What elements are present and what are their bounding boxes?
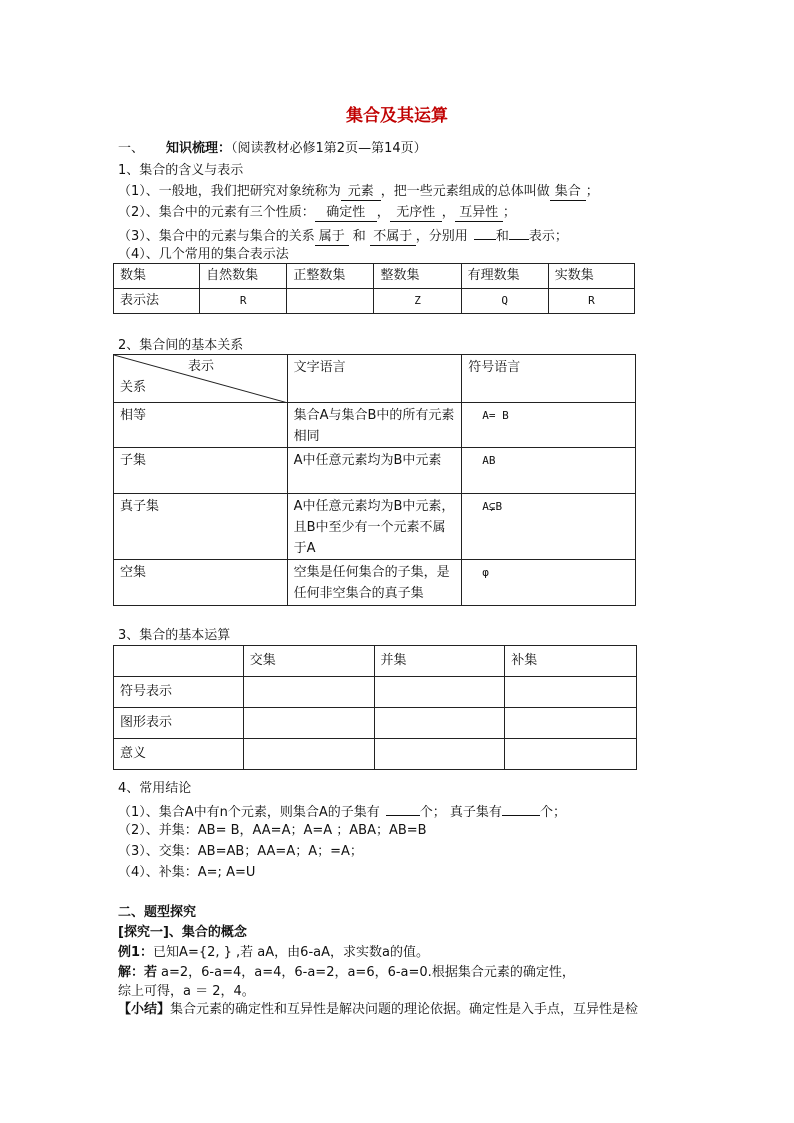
table-cell: Q xyxy=(461,289,548,314)
table-cell: 集合A与集合B中的所有元素相同 xyxy=(287,403,462,448)
table-cell: A中任意元素均为B中元素，且B中至少有一个元素不属于A xyxy=(287,494,462,560)
table-header-cell: 有理数集 xyxy=(461,264,548,289)
number-sets-table xyxy=(113,263,635,314)
example-1 xyxy=(118,944,429,962)
summary-text: 集合元素的确定性和互异性是解决问题的理论依据。确定性是入手点，互异性是检 xyxy=(170,1002,639,1017)
table-cell: 空集 xyxy=(114,560,288,606)
table-cell: 子集 xyxy=(114,448,288,494)
conclusion-line-1 xyxy=(118,801,566,822)
concept-line-2-end: ； xyxy=(502,205,516,220)
concept-line-3-and: 和 xyxy=(352,229,366,244)
table-header-cell: 正整数集 xyxy=(287,264,374,289)
summary-label: 【小结】 xyxy=(118,1002,171,1017)
blank xyxy=(386,801,420,816)
blank xyxy=(474,225,496,240)
table-row xyxy=(114,708,637,739)
concept-line-4: （4）、几个常用的集合表示法 xyxy=(118,247,289,262)
concept-line-2 xyxy=(118,204,516,222)
conclusion-line-1-mid: 个； 真子集有 xyxy=(419,805,502,820)
section-1-number: 一、 xyxy=(118,141,145,156)
table-header-cell: 文字语言 xyxy=(287,355,462,403)
table-header-cell: 符号语言 xyxy=(462,355,636,403)
section-1-title: 知识梳理： xyxy=(166,141,232,156)
table-row xyxy=(114,403,636,448)
page-title: 集合及其运算 xyxy=(346,106,448,126)
set-relations-table xyxy=(113,354,636,606)
solution-line-1 xyxy=(118,964,575,982)
section-1-note: （阅读教材必修1第2页—第14页） xyxy=(231,141,427,156)
concept-line-1 xyxy=(118,183,599,201)
table-row xyxy=(114,560,636,606)
separator: ， xyxy=(376,205,390,220)
concept-line-2-text: （2）、集合中的元素有三个性质： xyxy=(118,205,315,220)
section-1-heading xyxy=(118,140,427,158)
set-operations-table xyxy=(113,645,637,770)
table-cell: 空集是任何集合的子集，是任何非空集合的真子集 xyxy=(287,560,462,606)
table-header-row xyxy=(114,355,636,403)
table-cell: 相等 xyxy=(114,403,288,448)
conclusion-line-2: （2）、并集：AB= B，AA=A；A=A ；ABA；AB=B xyxy=(118,823,427,838)
table-cell xyxy=(505,677,637,708)
table-header-cell: 交集 xyxy=(243,646,374,677)
table-cell: 符号表示 xyxy=(114,677,244,708)
table-cell: 图形表示 xyxy=(114,708,244,739)
example-text: 已知A={2, } ,若 aA，由6-aA，求实数a的值。 xyxy=(153,945,429,960)
table-row xyxy=(114,739,637,770)
table-cell: 意义 xyxy=(114,739,244,770)
table-cell xyxy=(374,677,505,708)
concept-line-3-text: （3）、集合中的元素与集合的关系 xyxy=(118,229,315,244)
table-header-cell: 实数集 xyxy=(548,264,634,289)
table-row xyxy=(114,494,636,560)
table-row xyxy=(114,289,635,314)
solution-text: a=2，6-a=4，a=4，6-a=2，a=6，6-a=0.根据集合元素的确定性， xyxy=(161,965,575,980)
table-cell: φ xyxy=(462,560,636,606)
table-row xyxy=(114,677,637,708)
table-cell xyxy=(505,708,637,739)
table-row xyxy=(114,448,636,494)
concept-line-3-and2: 和 xyxy=(495,229,509,244)
conclusion-line-1-end: 个； xyxy=(539,805,566,820)
subsection-1-1: 1、集合的含义与表示 xyxy=(118,163,244,178)
diagonal-header-cell xyxy=(114,355,288,403)
table-cell: A= B xyxy=(462,403,636,448)
solution-line-2: 综上可得，a ＝ 2，4。 xyxy=(118,984,255,999)
concept-line-1-mid: ，把一些元素组成的总体叫做 xyxy=(380,184,550,199)
answer-element: 元素 xyxy=(341,184,381,201)
table-header-cell: 自然数集 xyxy=(200,264,287,289)
table-header-cell: 整数集 xyxy=(374,264,461,289)
table-cell xyxy=(374,739,505,770)
solution-label: 解：若 xyxy=(118,965,158,980)
table-header-row xyxy=(114,646,637,677)
table-cell xyxy=(243,677,374,708)
table-cell: AB xyxy=(462,448,636,494)
concept-line-3 xyxy=(118,225,568,246)
table-cell xyxy=(287,289,374,314)
table-header-cell: 数集 xyxy=(114,264,200,289)
table-header-cell: 并集 xyxy=(374,646,505,677)
answer-unordered: 无序性 xyxy=(390,205,442,222)
answer-definiteness: 确定性 xyxy=(315,205,377,222)
blank xyxy=(509,225,529,240)
answer-not-belongs: 不属于 xyxy=(370,229,416,246)
table-cell xyxy=(374,708,505,739)
concept-line-3-end: 表示； xyxy=(528,229,568,244)
subsection-4: 4、常用结论 xyxy=(118,781,192,796)
concept-line-1-text: （1）、一般地，我们把研究对象统称为 xyxy=(118,184,341,199)
table-cell: Z xyxy=(374,289,461,314)
table-cell: 表示法 xyxy=(114,289,200,314)
table-cell: R xyxy=(200,289,287,314)
blank xyxy=(502,801,540,816)
conclusion-line-4: （4）、补集：A=; A=U xyxy=(118,865,256,880)
table-cell xyxy=(243,708,374,739)
separator: ， xyxy=(441,205,455,220)
answer-belongs: 属于 xyxy=(315,229,349,246)
subsection-3: 3、集合的基本运算 xyxy=(118,628,231,643)
table-cell: R xyxy=(548,289,634,314)
conclusion-line-1-text: （1）、集合A中有n个元素，则集合A的子集有 xyxy=(118,805,380,820)
section-2-heading: 二、题型探究 xyxy=(118,905,197,920)
table-cell: 真子集 xyxy=(114,494,288,560)
table-cell: A⊊B xyxy=(462,494,636,560)
example-label: 例1： xyxy=(118,945,154,960)
answer-set: 集合 xyxy=(550,184,586,201)
conclusion-line-3: （3）、交集：AB=AB；AA=A；A；=A； xyxy=(118,844,363,859)
explore-1-heading: [探究一]、集合的概念 xyxy=(118,925,247,940)
concept-line-3-mid: ，分别用 xyxy=(415,229,468,244)
subsection-2: 2、集合间的基本关系 xyxy=(118,338,244,353)
table-header-row xyxy=(114,264,635,289)
summary xyxy=(118,1001,638,1019)
table-cell xyxy=(243,739,374,770)
answer-distinctness: 互异性 xyxy=(455,205,503,222)
table-header-cell: 补集 xyxy=(505,646,637,677)
table-cell: A中任意元素均为B中元素 xyxy=(287,448,462,494)
table-header-cell xyxy=(114,646,244,677)
corner-bottom-label: 关系 xyxy=(120,380,147,395)
table-cell xyxy=(505,739,637,770)
concept-line-1-end: ； xyxy=(585,184,599,199)
corner-top-label: 表示 xyxy=(188,359,215,374)
